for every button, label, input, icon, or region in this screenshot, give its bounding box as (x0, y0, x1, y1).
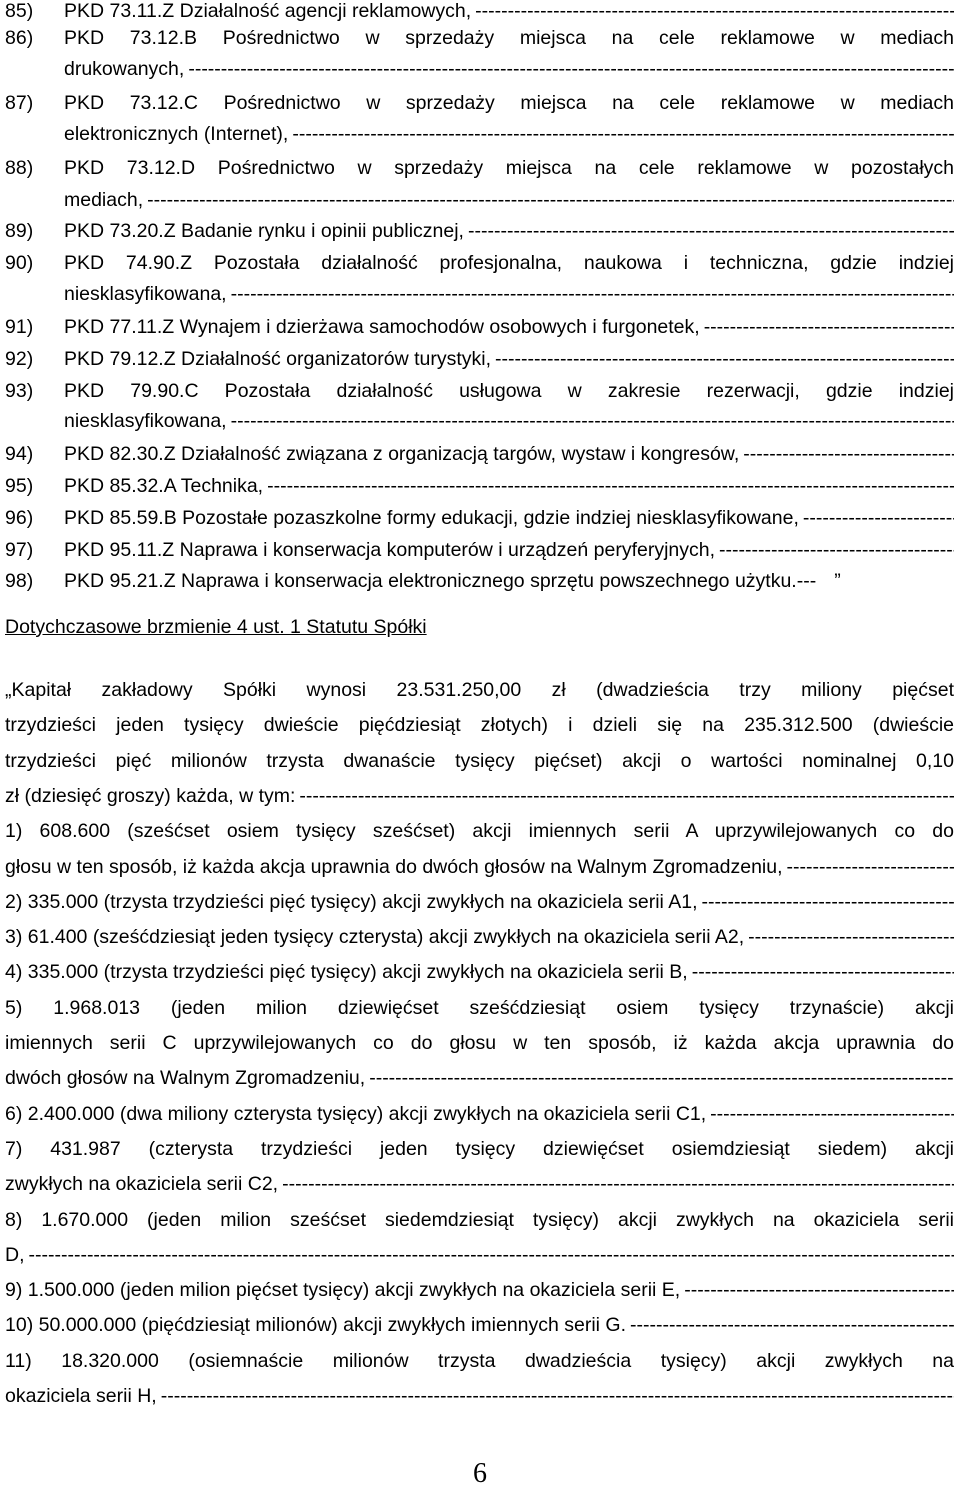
pkd-item-text-cont: drukowanych, (64, 58, 185, 80)
statute-text-line (5, 785, 954, 815)
statute-text: 6) 2.400.000 (dwa miliony czterysta tysięcy) akcji zwykłych na okaziciela serii C1, (5, 1103, 707, 1125)
statute-text-line: trzydzieści pięć milionów trzysta dwanaście tysięcy pięćset) akcji o wartości nominalnej 0,10 (5, 750, 954, 772)
closing-quote: ” (834, 570, 841, 592)
dash-filler (787, 856, 954, 879)
statute-text-line (5, 1103, 954, 1133)
statute-text-line: 1) 608.600 (sześćset osiem tysięcy sześćset) akcji imiennych serii A uprzywilejowanych co do (5, 820, 954, 842)
pkd-item-line (5, 539, 954, 569)
dash-filler (188, 58, 954, 81)
statute-text-line (5, 891, 954, 921)
statute-text-line (5, 856, 954, 886)
dash-filler (231, 283, 954, 306)
pkd-item-text: PKD 73.12.B Pośrednictwo w sprzedaży miejsca na cele reklamowe w mediach (64, 27, 954, 49)
statute-text-line: „Kapitał zakładowy Spółki wynosi 23.531.250,00 zł (dwadzieścia trzy miliony pięćset (5, 679, 954, 701)
pkd-item-line (5, 316, 954, 346)
pkd-item-line (5, 0, 954, 30)
pkd-item-number: 92) (5, 348, 34, 370)
pkd-item-line (5, 380, 954, 410)
pkd-item-number: 90) (5, 252, 34, 274)
pkd-item-line (5, 507, 954, 537)
pkd-item-line (5, 570, 954, 600)
dash-filler (475, 0, 954, 23)
section-heading: Dotychczasowe brzmienie 4 ust. 1 Statutu Spółki (5, 616, 427, 638)
dash-filler (267, 475, 954, 498)
dash-filler (719, 539, 954, 562)
pkd-item-line (5, 252, 954, 282)
dash-filler (704, 316, 954, 339)
pkd-item-continuation (64, 189, 954, 219)
dash-filler (292, 123, 954, 146)
dash-filler (282, 1173, 954, 1196)
statute-text-line (5, 1067, 954, 1097)
pkd-item-number: 88) (5, 157, 34, 179)
dash-filler (748, 926, 954, 949)
statute-text: 10) 50.000.000 (pięćdziesiąt milionów) akcji zwykłych imiennych serii G. (5, 1314, 627, 1336)
pkd-item-continuation (64, 58, 954, 88)
pkd-item-text: PKD 74.90.Z Pozostała działalność profesjonalna, naukowa i techniczna, gdzie indziej (64, 252, 954, 274)
dash-filler (161, 1385, 954, 1408)
pkd-item-line (5, 92, 954, 122)
statute-text-line (5, 1279, 954, 1309)
pkd-item-text: PKD 85.32.A Technika, (64, 475, 264, 497)
pkd-item-text-cont: elektronicznych (Internet), (64, 123, 289, 145)
statute-text: 2) 335.000 (trzysta trzydzieści pięć tysięcy) akcji zwykłych na okaziciela serii A1, (5, 891, 698, 913)
pkd-item-line (5, 348, 954, 378)
pkd-item-text: PKD 85.59.B Pozostałe pozaszkolne formy edukacji, gdzie indziej niesklasyfikowane, (64, 507, 799, 529)
page-number: 6 (473, 1458, 487, 1489)
dash-filler (231, 410, 954, 433)
pkd-item-line (5, 443, 954, 473)
dash-filler (710, 1103, 954, 1126)
statute-text-line (5, 1244, 954, 1274)
pkd-item-text: PKD 79.90.C Pozostała działalność usługowa w zakresie rezerwacji, gdzie indziej (64, 380, 954, 402)
statute-text-line: 7) 431.987 (czterysta trzydzieści jeden tysięcy dziewięćset osiemdziesiąt siedem) akcji (5, 1138, 954, 1160)
dash-filler (147, 189, 954, 212)
pkd-item-text: PKD 73.11.Z Działalność agencji reklamowych, (64, 0, 472, 22)
pkd-item-text-cont: niesklasyfikowana, (64, 410, 227, 432)
pkd-item-text: PKD 77.11.Z Wynajem i dzierżawa samochodów osobowych i furgonetek, (64, 316, 700, 338)
statute-text: zł (dziesięć groszy) każda, w tym: (5, 785, 296, 807)
pkd-item-number: 85) (5, 0, 34, 22)
statute-text: 4) 335.000 (trzysta trzydzieści pięć tysięcy) akcji zwykłych na okaziciela serii B, (5, 961, 688, 983)
dash-filler (29, 1244, 955, 1267)
statute-text: 9) 1.500.000 (jeden milion pięćset tysięcy) akcji zwykłych na okaziciela serii E, (5, 1279, 681, 1301)
pkd-item-number: 87) (5, 92, 34, 114)
pkd-item-text: PKD 73.12.D Pośrednictwo w sprzedaży miejsca na cele reklamowe w pozostałych (64, 157, 954, 179)
statute-text: D, (5, 1244, 25, 1266)
pkd-item-text-cont: niesklasyfikowana, (64, 283, 227, 305)
statute-text-line (5, 1173, 954, 1203)
pkd-item-number: 97) (5, 539, 34, 561)
statute-text: dwóch głosów na Walnym Zgromadzeniu, (5, 1067, 366, 1089)
pkd-item-continuation (64, 410, 954, 440)
statute-text: głosu w ten sposób, iż każda akcja uprawnia do dwóch głosów na Walnym Zgromadzeniu, (5, 856, 783, 878)
dash-filler (495, 348, 954, 371)
statute-text-line (5, 926, 954, 956)
statute-text: zwykłych na okaziciela serii C2, (5, 1173, 279, 1195)
dash-filler (702, 891, 955, 914)
pkd-item-number: 86) (5, 27, 34, 49)
pkd-item-continuation (64, 283, 954, 313)
statute-text-line (5, 1385, 954, 1415)
dash-filler (299, 785, 954, 808)
dash-filler (803, 507, 954, 530)
statute-text-line: 11) 18.320.000 (osiemnaście milionów trzysta dwadzieścia tysięcy) akcji zwykłych na (5, 1350, 954, 1372)
pkd-item-text: PKD 95.21.Z Naprawa i konserwacja elektronicznego sprzętu powszechnego użytku.--- (64, 570, 817, 592)
pkd-item-number: 91) (5, 316, 34, 338)
pkd-item-number: 98) (5, 570, 34, 592)
pkd-item-line (5, 157, 954, 187)
pkd-item-text: PKD 79.12.Z Działalność organizatorów turystyki, (64, 348, 492, 370)
pkd-item-number: 89) (5, 220, 34, 242)
pkd-item-text: PKD 82.30.Z Działalność związana z organizacją targów, wystaw i kongresów, (64, 443, 740, 465)
statute-text-line (5, 1314, 954, 1344)
pkd-item-number: 96) (5, 507, 34, 529)
statute-text-line: trzydzieści jeden tysięcy dwieście pięćdziesiąt złotych) i dzieli się na 235.312.500 (dwieście (5, 714, 954, 736)
statute-text-line: imiennych serii C uprzywilejowanych co do głosu w ten sposób, iż każda akcja uprawnia do (5, 1032, 954, 1054)
pkd-item-number: 94) (5, 443, 34, 465)
statute-text: okaziciela serii H, (5, 1385, 157, 1407)
statute-text-line (5, 961, 954, 991)
dash-filler (743, 443, 954, 466)
pkd-item-text: PKD 73.20.Z Badanie rynku i opinii publicznej, (64, 220, 464, 242)
pkd-item-line (5, 475, 954, 505)
dash-filler (692, 961, 954, 984)
pkd-item-text-cont: mediach, (64, 189, 144, 211)
statute-text-line: 5) 1.968.013 (jeden milion dziewięćset sześćdziesiąt osiem tysięcy trzynaście) akcji (5, 997, 954, 1019)
statute-text-line: 8) 1.670.000 (jeden milion sześćset siedemdziesiąt tysięcy) akcji zwykłych na okaziciela serii (5, 1209, 954, 1231)
pkd-item-text: PKD 73.12.C Pośrednictwo w sprzedaży miejsca na cele reklamowe w mediach (64, 92, 954, 114)
dash-filler (468, 220, 954, 243)
pkd-item-number: 95) (5, 475, 34, 497)
dash-filler (630, 1314, 954, 1337)
pkd-item-continuation (64, 123, 954, 153)
pkd-item-line (5, 220, 954, 250)
pkd-item-line (5, 27, 954, 57)
pkd-item-number: 93) (5, 380, 34, 402)
pkd-item-text: PKD 95.11.Z Naprawa i konserwacja komputerów i urządzeń peryferyjnych, (64, 539, 716, 561)
statute-text: 3) 61.400 (sześćdziesiąt jeden tysięcy czterysta) akcji zwykłych na okaziciela serii A2, (5, 926, 745, 948)
dash-filler (684, 1279, 954, 1302)
dash-filler (369, 1067, 954, 1090)
